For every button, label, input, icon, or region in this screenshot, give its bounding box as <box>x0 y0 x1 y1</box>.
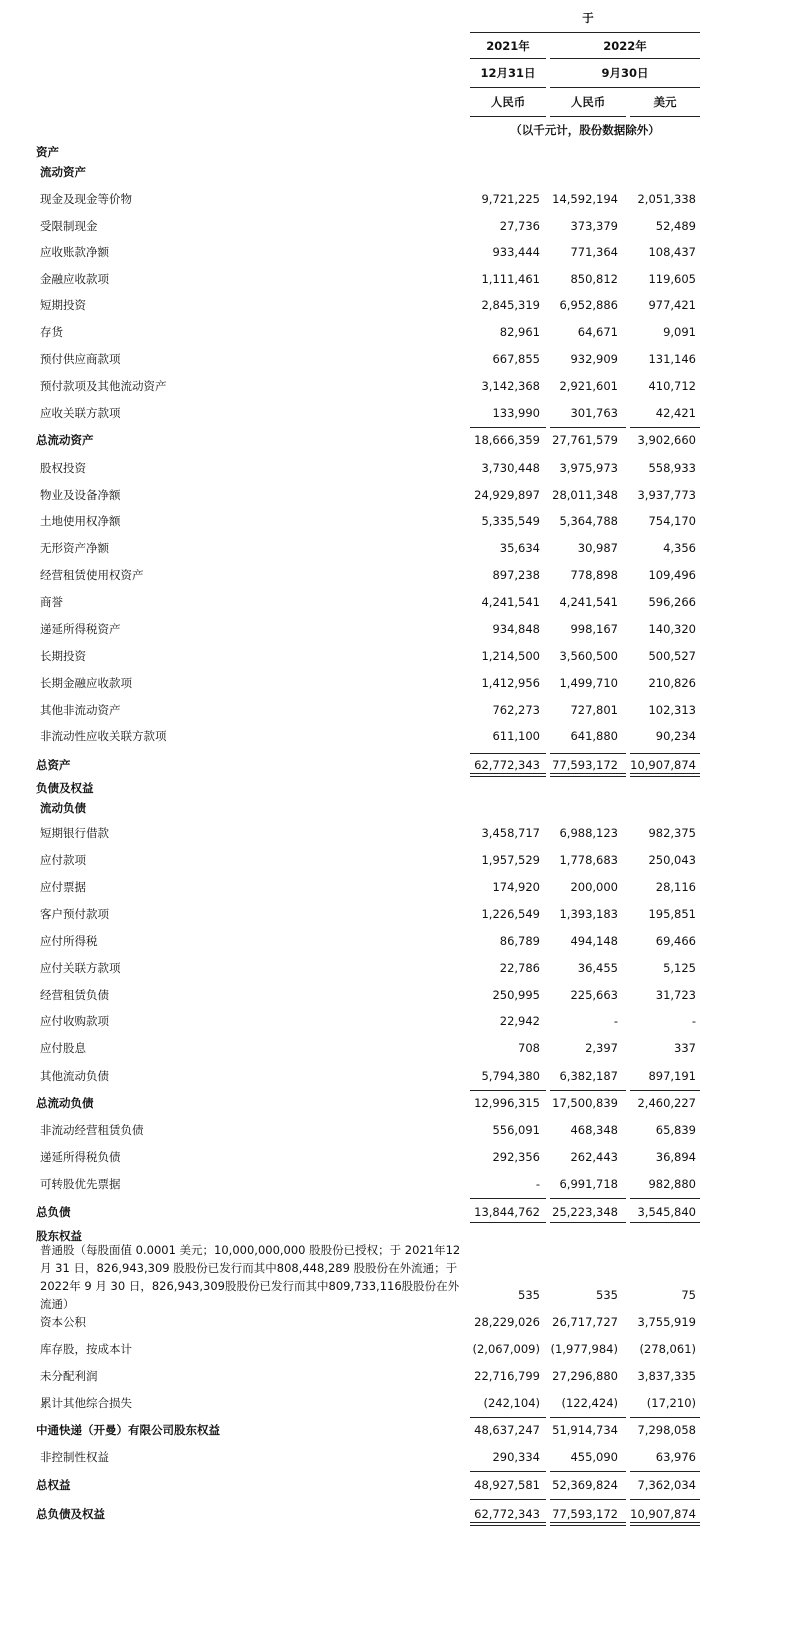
value-2021-rmb: 48,637,247 <box>474 1423 540 1437</box>
subtotal-rule <box>550 1417 626 1418</box>
row-label: 现金及现金等价物 <box>40 192 132 206</box>
value-2021-rmb: 18,666,359 <box>474 433 540 447</box>
row-label: 未分配利润 <box>40 1369 98 1383</box>
value-2022-rmb: 778,898 <box>570 568 618 582</box>
subtotal-rule <box>470 427 546 428</box>
value-2022-usd: - <box>691 1014 696 1028</box>
subtotal-rule <box>550 427 626 428</box>
value-2022-rmb: 771,364 <box>570 245 618 259</box>
value-2022-usd: 754,170 <box>648 514 696 528</box>
header-as-of: 于 <box>582 11 594 25</box>
row-label: 非控制性权益 <box>40 1450 109 1464</box>
value-2022-rmb: 52,369,824 <box>552 1478 618 1492</box>
row-label: 其他非流动资产 <box>40 703 121 717</box>
subtotal-rule <box>470 753 546 754</box>
value-2021-rmb: 3,142,368 <box>481 379 540 393</box>
value-2022-rmb: 5,364,788 <box>559 514 618 528</box>
value-2022-rmb: 200,000 <box>570 880 618 894</box>
value-2022-usd: 9,091 <box>663 325 696 339</box>
header-rule-2021-a <box>470 58 546 59</box>
value-2022-usd: 102,313 <box>648 703 696 717</box>
value-2022-rmb: 6,991,718 <box>559 1177 618 1191</box>
subtotal-rule <box>470 1499 546 1500</box>
value-2022-rmb: - <box>613 1014 618 1028</box>
value-2022-rmb: 51,914,734 <box>552 1423 618 1437</box>
header-year-2022: 2022年 <box>603 39 647 53</box>
value-2022-rmb: 36,455 <box>577 961 618 975</box>
double-underline <box>470 1522 546 1526</box>
subtotal-rule <box>550 1471 626 1472</box>
value-2022-usd: 3,837,335 <box>637 1369 696 1383</box>
header-year-2021: 2021年 <box>486 39 530 53</box>
value-2021-rmb: 3,730,448 <box>481 461 540 475</box>
value-2022-rmb: 2,397 <box>585 1041 618 1055</box>
row-label: 资本公积 <box>40 1315 86 1329</box>
value-2022-rmb: 27,296,880 <box>552 1369 618 1383</box>
subtotal-rule <box>550 1198 626 1199</box>
value-2021-rmb: 250,995 <box>492 988 540 1002</box>
value-2022-usd: 410,712 <box>648 379 696 393</box>
value-2022-usd: 90,234 <box>655 729 696 743</box>
subtotal-rule <box>630 1222 700 1223</box>
subtotal-rule <box>470 1417 546 1418</box>
value-2022-rmb: 28,011,348 <box>552 488 618 502</box>
value-2022-rmb: 77,593,172 <box>552 758 618 772</box>
value-2021-rmb: 13,844,762 <box>474 1205 540 1219</box>
value-2021-rmb: 1,226,549 <box>481 907 540 921</box>
value-2022-usd: 28,116 <box>655 880 696 894</box>
header-date-2021: 12月31日 <box>480 66 536 80</box>
row-label: 可转股优先票据 <box>40 1177 121 1191</box>
row-label: 土地使用权净额 <box>40 514 121 528</box>
value-2021-rmb: 9,721,225 <box>481 192 540 206</box>
value-2022-usd: 75 <box>681 1288 696 1302</box>
value-2022-rmb: 3,975,973 <box>559 461 618 475</box>
value-2021-rmb: 292,356 <box>492 1150 540 1164</box>
value-2021-rmb: 133,990 <box>492 406 540 420</box>
value-2021-rmb: 22,942 <box>499 1014 540 1028</box>
header-rule-top <box>470 32 700 33</box>
value-2022-usd: 2,460,227 <box>637 1096 696 1110</box>
value-2022-usd: 52,489 <box>655 219 696 233</box>
subtotal-rule <box>630 427 700 428</box>
row-label: 非流动性应收关联方款项 <box>40 729 167 743</box>
value-2022-rmb: 1,393,183 <box>559 907 618 921</box>
value-2022-usd: 140,320 <box>648 622 696 636</box>
value-2022-usd: 5,125 <box>663 961 696 975</box>
value-2022-rmb: 30,987 <box>577 541 618 555</box>
row-label: 总权益 <box>36 1478 71 1492</box>
value-2022-rmb: 64,671 <box>577 325 618 339</box>
row-label: 应收关联方款项 <box>40 406 121 420</box>
row-label: 短期银行借款 <box>40 826 109 840</box>
value-2021-rmb: 933,444 <box>492 245 540 259</box>
value-2022-rmb: 3,560,500 <box>559 649 618 663</box>
value-2022-rmb: 455,090 <box>570 1450 618 1464</box>
value-2022-usd: 897,191 <box>648 1069 696 1083</box>
value-2021-rmb: 762,273 <box>492 703 540 717</box>
row-label: 库存股，按成本计 <box>40 1342 132 1356</box>
value-2022-rmb: 535 <box>596 1288 618 1302</box>
subtotal-rule <box>470 1090 546 1091</box>
row-label: 存货 <box>40 325 63 339</box>
value-2022-usd: 558,933 <box>648 461 696 475</box>
value-2021-rmb: 4,241,541 <box>481 595 540 609</box>
value-2021-rmb: 24,929,897 <box>474 488 540 502</box>
value-2022-usd: 3,937,773 <box>637 488 696 502</box>
value-2021-rmb: 1,957,529 <box>481 853 540 867</box>
value-2021-rmb: 27,736 <box>499 219 540 233</box>
value-2022-usd: 337 <box>674 1041 696 1055</box>
value-2021-rmb: 5,794,380 <box>481 1069 540 1083</box>
row-label: 金融应收款项 <box>40 272 109 286</box>
header-rule-usd-c <box>630 116 700 117</box>
header-rule-2021-b <box>470 87 546 88</box>
value-2022-usd: 977,421 <box>648 298 696 312</box>
value-2022-usd: 982,375 <box>648 826 696 840</box>
row-label: 总流动负债 <box>36 1096 94 1110</box>
value-2022-rmb: 1,778,683 <box>559 853 618 867</box>
value-2022-rmb: 25,223,348 <box>552 1205 618 1219</box>
value-2022-rmb: (122,424) <box>561 1396 618 1410</box>
subtotal-rule <box>630 1417 700 1418</box>
row-label: 应付票据 <box>40 880 86 894</box>
row-label: 无形资产净额 <box>40 541 109 555</box>
value-2022-usd: 31,723 <box>655 988 696 1002</box>
value-2022-usd: 596,266 <box>648 595 696 609</box>
header-date-2022: 9月30日 <box>601 66 649 80</box>
value-2021-rmb: 22,716,799 <box>474 1369 540 1383</box>
value-2021-rmb: 35,634 <box>499 541 540 555</box>
value-2022-usd: 250,043 <box>648 853 696 867</box>
row-label: 经营租赁负债 <box>40 988 109 1002</box>
header-currency-usd: 美元 <box>653 95 677 109</box>
value-2021-rmb: 1,412,956 <box>481 676 540 690</box>
row-label: 递延所得税负债 <box>40 1150 121 1164</box>
value-2022-usd: 10,907,874 <box>630 1507 696 1521</box>
value-2021-rmb: 62,772,343 <box>474 758 540 772</box>
value-2022-usd: 500,527 <box>648 649 696 663</box>
subtotal-rule <box>550 1499 626 1500</box>
units-note: （以千元计，股份数据除外） <box>510 123 660 137</box>
value-2022-usd: 195,851 <box>648 907 696 921</box>
row-label: 总流动资产 <box>36 433 94 447</box>
row-label: 商誉 <box>40 595 63 609</box>
row-label: 受限制现金 <box>40 219 98 233</box>
row-label: 长期投资 <box>40 649 86 663</box>
value-2022-rmb: 850,812 <box>570 272 618 286</box>
value-2022-rmb: 262,443 <box>570 1150 618 1164</box>
value-2022-usd: 7,298,058 <box>637 1423 696 1437</box>
value-2022-rmb: 641,880 <box>570 729 618 743</box>
value-2022-rmb: 6,988,123 <box>559 826 618 840</box>
double-underline <box>550 1522 626 1526</box>
value-2021-rmb: 1,111,461 <box>481 272 540 286</box>
value-2021-rmb: 82,961 <box>499 325 540 339</box>
value-2022-rmb: 4,241,541 <box>559 595 618 609</box>
value-2022-usd: (17,210) <box>646 1396 696 1410</box>
value-2022-rmb: 2,921,601 <box>559 379 618 393</box>
value-2022-usd: 69,466 <box>655 934 696 948</box>
value-2022-rmb: 14,592,194 <box>552 192 618 206</box>
value-2022-rmb: 6,952,886 <box>559 298 618 312</box>
value-2021-rmb: 22,786 <box>499 961 540 975</box>
value-2022-rmb: 17,500,839 <box>552 1096 618 1110</box>
subtotal-rule <box>630 753 700 754</box>
value-2021-rmb: 28,229,026 <box>474 1315 540 1329</box>
subtotal-rule <box>550 1222 626 1223</box>
value-2022-rmb: (1,977,984) <box>550 1342 618 1356</box>
value-2022-usd: 108,437 <box>648 245 696 259</box>
subtotal-rule <box>470 1222 546 1223</box>
value-2022-usd: 10,907,874 <box>630 758 696 772</box>
value-2021-rmb: 556,091 <box>492 1123 540 1137</box>
row-label: 累计其他综合损失 <box>40 1396 132 1410</box>
header-rule-2022-c <box>550 116 626 117</box>
value-2021-rmb: (2,067,009) <box>472 1342 540 1356</box>
value-2022-usd: 119,605 <box>648 272 696 286</box>
value-2022-usd: 3,545,840 <box>637 1205 696 1219</box>
header-currency-rmb-2021: 人民币 <box>490 95 526 109</box>
value-2022-usd: 63,976 <box>655 1450 696 1464</box>
value-2021-rmb: 12,996,315 <box>474 1096 540 1110</box>
header-rule-2022-b <box>550 87 700 88</box>
value-2021-rmb: 5,335,549 <box>481 514 540 528</box>
value-2021-rmb: 62,772,343 <box>474 1507 540 1521</box>
row-label: 应付所得税 <box>40 934 98 948</box>
double-underline <box>630 773 700 777</box>
value-2022-usd: (278,061) <box>639 1342 696 1356</box>
subtotal-rule <box>630 1471 700 1472</box>
value-2021-rmb: 708 <box>518 1041 540 1055</box>
double-underline <box>470 773 546 777</box>
row-label: 预付款项及其他流动资产 <box>40 379 167 393</box>
value-2022-usd: 36,894 <box>655 1150 696 1164</box>
double-underline <box>550 773 626 777</box>
row-label: 递延所得税资产 <box>40 622 121 636</box>
value-2021-rmb: 611,100 <box>492 729 540 743</box>
value-2022-usd: 3,902,660 <box>637 433 696 447</box>
row-label: 应付款项 <box>40 853 86 867</box>
header-currency-rmb-2022: 人民币 <box>570 95 606 109</box>
value-2021-rmb: 897,238 <box>492 568 540 582</box>
double-underline <box>630 1522 700 1526</box>
row-label: 应付收购款项 <box>40 1014 109 1028</box>
value-2022-rmb: 468,348 <box>570 1123 618 1137</box>
value-2022-rmb: 1,499,710 <box>559 676 618 690</box>
row-label: 应付关联方款项 <box>40 961 121 975</box>
header-rule-2022-a <box>550 58 700 59</box>
value-2021-rmb: 535 <box>518 1288 540 1302</box>
value-2021-rmb: 290,334 <box>492 1450 540 1464</box>
section-shareholders-equity: 股东权益 <box>36 1229 82 1243</box>
value-2022-usd: 2,051,338 <box>637 192 696 206</box>
row-label: 总资产 <box>36 758 71 772</box>
value-2022-rmb: 932,909 <box>570 352 618 366</box>
subtotal-rule <box>550 1090 626 1091</box>
value-2022-rmb: 998,167 <box>570 622 618 636</box>
value-2022-usd: 3,755,919 <box>637 1315 696 1329</box>
row-label: 总负债 <box>36 1205 71 1219</box>
value-2022-usd: 65,839 <box>655 1123 696 1137</box>
value-2022-rmb: 225,663 <box>570 988 618 1002</box>
section-liabilities-equity: 负债及权益 <box>36 781 94 795</box>
value-2022-rmb: 26,717,727 <box>552 1315 618 1329</box>
section-assets: 资产 <box>36 145 59 159</box>
value-2022-usd: 42,421 <box>655 406 696 420</box>
value-2022-usd: 109,496 <box>648 568 696 582</box>
row-label: 总负债及权益 <box>36 1507 105 1521</box>
subtotal-rule <box>470 1198 546 1199</box>
section-current-assets: 流动资产 <box>40 165 86 179</box>
row-label: 中通快递（开曼）有限公司股东权益 <box>36 1423 220 1437</box>
header-rule-2021-c <box>470 116 546 117</box>
value-2022-rmb: 727,801 <box>570 703 618 717</box>
row-label: 应收账款净额 <box>40 245 109 259</box>
value-2022-rmb: 6,382,187 <box>559 1069 618 1083</box>
row-label: 应付股息 <box>40 1041 86 1055</box>
row-label: 其他流动负债 <box>40 1069 109 1083</box>
value-2022-usd: 982,880 <box>648 1177 696 1191</box>
value-2022-usd: 131,146 <box>648 352 696 366</box>
subtotal-rule <box>470 1471 546 1472</box>
value-2021-rmb: 3,458,717 <box>481 826 540 840</box>
value-2021-rmb: 86,789 <box>499 934 540 948</box>
subtotal-rule <box>630 1198 700 1199</box>
subtotal-rule <box>630 1499 700 1500</box>
value-2022-rmb: 301,763 <box>570 406 618 420</box>
value-2022-rmb: 373,379 <box>570 219 618 233</box>
row-label: 普通股（每股面值 0.0001 美元；10,000,000,000 股股份已授权；于 2021年12 月 31 日，826,943,309 股股份已发行而其中808,448,289 股股份在外流通；于 2022年 9 月 30 日，826,943,309股股份已发行而其中809,733,116股股份在外流通） <box>40 1243 461 1311</box>
section-current-liabilities: 流动负债 <box>40 801 86 815</box>
row-label: 预付供应商款项 <box>40 352 121 366</box>
value-2022-usd: 4,356 <box>663 541 696 555</box>
value-2021-rmb: 934,848 <box>492 622 540 636</box>
value-2021-rmb: 174,920 <box>492 880 540 894</box>
row-label: 长期金融应收款项 <box>40 676 132 690</box>
row-label: 物业及设备净额 <box>40 488 121 502</box>
value-2022-usd: 7,362,034 <box>637 1478 696 1492</box>
row-label: 经营租赁使用权资产 <box>40 568 144 582</box>
value-2021-rmb: 1,214,500 <box>481 649 540 663</box>
value-2021-rmb: (242,104) <box>483 1396 540 1410</box>
value-2021-rmb: 667,855 <box>492 352 540 366</box>
value-2022-rmb: 77,593,172 <box>552 1507 618 1521</box>
subtotal-rule <box>630 1090 700 1091</box>
value-2021-rmb: 2,845,319 <box>481 298 540 312</box>
row-label: 客户预付款项 <box>40 907 109 921</box>
value-2022-rmb: 27,761,579 <box>552 433 618 447</box>
row-label: 短期投资 <box>40 298 86 312</box>
subtotal-rule <box>550 753 626 754</box>
value-2021-rmb: - <box>535 1177 540 1191</box>
value-2022-rmb: 494,148 <box>570 934 618 948</box>
row-label: 非流动经营租赁负债 <box>40 1123 144 1137</box>
value-2022-usd: 210,826 <box>648 676 696 690</box>
value-2021-rmb: 48,927,581 <box>474 1478 540 1492</box>
row-label: 股权投资 <box>40 461 86 475</box>
